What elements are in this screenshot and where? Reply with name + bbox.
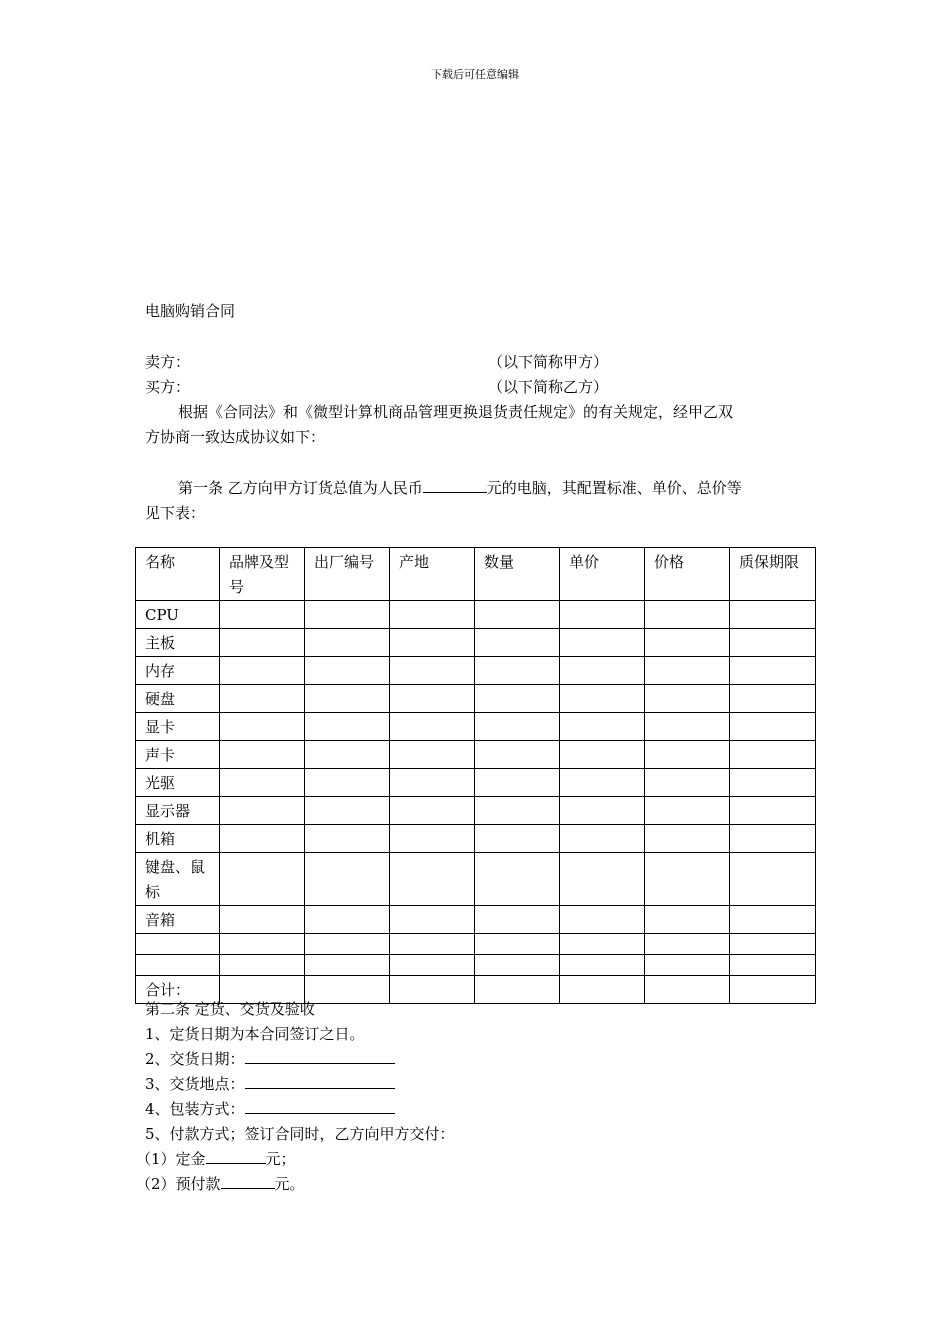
table-cell[interactable] [390, 657, 475, 685]
table-cell[interactable] [475, 976, 560, 1004]
total-value-blank[interactable] [423, 477, 487, 493]
table-row [136, 769, 816, 797]
table-cell[interactable] [390, 797, 475, 825]
table-cell[interactable] [730, 713, 816, 741]
table-cell[interactable] [475, 906, 560, 934]
table-cell[interactable] [730, 955, 816, 976]
table-cell[interactable] [560, 685, 645, 713]
table-cell[interactable] [136, 934, 220, 955]
table-cell[interactable] [475, 955, 560, 976]
table-cell[interactable] [560, 934, 645, 955]
table-cell[interactable] [475, 769, 560, 797]
table-cell[interactable] [390, 713, 475, 741]
table-cell[interactable] [305, 976, 390, 1004]
table-cell[interactable] [475, 741, 560, 769]
table-cell[interactable] [390, 825, 475, 853]
table-cell[interactable] [475, 629, 560, 657]
row-label: 主板 [136, 629, 220, 657]
table-cell[interactable] [645, 976, 730, 1004]
table-cell[interactable] [560, 797, 645, 825]
table-header: 出厂编号 [305, 548, 390, 601]
table-cell[interactable] [220, 853, 305, 906]
table-cell[interactable] [220, 906, 305, 934]
table-cell[interactable] [220, 713, 305, 741]
table-cell[interactable] [390, 906, 475, 934]
table-row [136, 741, 816, 769]
table-cell[interactable] [390, 853, 475, 906]
row-label: CPU [136, 601, 220, 629]
table-header: 价格 [645, 548, 730, 601]
total-label: 合计： [136, 976, 220, 1004]
table-cell[interactable] [390, 629, 475, 657]
row-label: 显卡 [136, 713, 220, 741]
table-row [136, 629, 816, 657]
table-cell[interactable] [730, 797, 816, 825]
delivery-place-blank[interactable] [245, 1073, 395, 1089]
table-cell[interactable] [390, 934, 475, 955]
table-cell[interactable] [645, 934, 730, 955]
table-cell[interactable] [645, 657, 730, 685]
table-cell[interactable] [220, 797, 305, 825]
table-row-empty [136, 934, 816, 955]
table-cell[interactable] [645, 685, 730, 713]
table-row [136, 685, 816, 713]
delivery-place-label: 3、交货地点： [145, 1075, 245, 1093]
spec-table [135, 547, 816, 1004]
row-label: 显示器 [136, 797, 220, 825]
article-1-line-1 [178, 477, 742, 498]
table-cell[interactable] [560, 976, 645, 1004]
table-row [136, 797, 816, 825]
table-header: 单价 [560, 548, 645, 601]
buyer-note: （以下简称乙方） [488, 378, 609, 396]
table-cell[interactable] [305, 797, 390, 825]
table-cell[interactable] [560, 853, 645, 906]
row-label: 硬盘 [136, 685, 220, 713]
table-cell[interactable] [220, 629, 305, 657]
table-cell[interactable] [560, 601, 645, 629]
table-cell[interactable] [305, 934, 390, 955]
intro-line-2: 方协商一致达成协议如下： [145, 428, 326, 446]
delivery-date-label: 2、交货日期： [145, 1050, 245, 1068]
table-cell[interactable] [645, 629, 730, 657]
seller-note: （以下简称甲方） [488, 353, 609, 371]
table-cell[interactable] [475, 713, 560, 741]
article-2-item-2 [145, 1048, 395, 1069]
table-cell[interactable] [305, 601, 390, 629]
document-title: 电脑购销合同 [145, 302, 236, 320]
table-cell[interactable] [220, 601, 305, 629]
table-cell[interactable] [645, 769, 730, 797]
table-cell[interactable] [730, 741, 816, 769]
deposit-unit: 元； [265, 1150, 296, 1168]
article-1-text-pre: 第一条 乙方向甲方订货总值为人民币 [178, 479, 423, 497]
table-cell[interactable] [730, 769, 816, 797]
seller-label: 卖方： [145, 353, 191, 371]
table-cell[interactable] [305, 769, 390, 797]
table-cell[interactable] [475, 934, 560, 955]
prepayment-label: （2）预付款 [136, 1175, 221, 1193]
table-cell[interactable] [560, 741, 645, 769]
intro-line-1: 根据《合同法》和《微型计算机商品管理更换退货责任规定》的有关规定，经甲乙双 [178, 403, 734, 421]
table-cell[interactable] [560, 713, 645, 741]
table-cell[interactable] [645, 741, 730, 769]
table-cell[interactable] [730, 853, 816, 906]
table-cell[interactable] [730, 825, 816, 853]
deposit-label: （1）定金 [136, 1150, 206, 1168]
table-cell[interactable] [560, 825, 645, 853]
table-header: 品牌及型号 [220, 548, 305, 601]
article-2-item-3 [145, 1073, 395, 1094]
row-label: 键盘、鼠标 [136, 853, 220, 906]
article-2-heading: 第二条 定货、交货及验收 [145, 1000, 315, 1018]
table-cell[interactable] [645, 853, 730, 906]
table-cell[interactable] [645, 955, 730, 976]
packaging-label: 4、包装方式： [145, 1100, 245, 1118]
table-cell[interactable] [560, 769, 645, 797]
table-header: 产地 [390, 548, 475, 601]
table-cell[interactable] [305, 955, 390, 976]
table-cell[interactable] [730, 685, 816, 713]
article-2-item-4 [145, 1098, 395, 1119]
table-cell[interactable] [305, 657, 390, 685]
row-label: 光驱 [136, 769, 220, 797]
table-cell[interactable] [730, 906, 816, 934]
prepayment-blank[interactable] [221, 1173, 275, 1189]
article-2-sub-2 [136, 1173, 305, 1194]
table-cell[interactable] [475, 685, 560, 713]
table-cell[interactable] [475, 657, 560, 685]
table-cell[interactable] [390, 685, 475, 713]
table-cell[interactable] [136, 955, 220, 976]
article-2-item-5: 5、付款方式；签订合同时，乙方向甲方交付： [145, 1125, 455, 1143]
table-cell[interactable] [730, 629, 816, 657]
delivery-date-blank[interactable] [245, 1048, 395, 1064]
table-cell[interactable] [220, 825, 305, 853]
table-cell[interactable] [645, 713, 730, 741]
article-2-item-1: 1、定货日期为本合同签订之日。 [145, 1025, 365, 1043]
prepayment-unit: 元。 [274, 1175, 305, 1193]
table-cell[interactable] [390, 976, 475, 1004]
table-cell[interactable] [645, 797, 730, 825]
table-cell[interactable] [305, 629, 390, 657]
row-label: 内存 [136, 657, 220, 685]
table-header: 名称 [136, 548, 220, 601]
table-cell[interactable] [645, 906, 730, 934]
table-cell[interactable] [475, 797, 560, 825]
table-row [136, 853, 816, 906]
table-cell[interactable] [220, 657, 305, 685]
table-cell[interactable] [645, 825, 730, 853]
row-label: 机箱 [136, 825, 220, 853]
table-cell[interactable] [305, 685, 390, 713]
table-row [136, 601, 816, 629]
table-cell[interactable] [220, 685, 305, 713]
article-1-line-2: 见下表： [145, 504, 206, 522]
table-row [136, 713, 816, 741]
table-cell[interactable] [730, 976, 816, 1004]
table-cell[interactable] [220, 955, 305, 976]
table-cell[interactable] [305, 906, 390, 934]
table-cell[interactable] [730, 934, 816, 955]
article-2-sub-1 [136, 1148, 296, 1169]
table-row [136, 657, 816, 685]
table-cell[interactable] [390, 741, 475, 769]
header-note: 下载后可任意编辑 [431, 68, 519, 81]
row-label: 声卡 [136, 741, 220, 769]
packaging-blank[interactable] [245, 1098, 395, 1114]
table-cell[interactable] [475, 853, 560, 906]
article-1-text-post: 元的电脑，其配置标准、单价、总价等 [486, 479, 742, 497]
table-header: 数量 [475, 548, 560, 601]
table-header: 质保期限 [730, 548, 816, 601]
table-cell[interactable] [390, 955, 475, 976]
table-header-row [136, 548, 816, 601]
table-cell[interactable] [390, 769, 475, 797]
table-row-empty [136, 955, 816, 976]
table-row [136, 825, 816, 853]
deposit-blank[interactable] [206, 1148, 266, 1164]
table-cell[interactable] [560, 629, 645, 657]
table-cell[interactable] [560, 657, 645, 685]
table-cell[interactable] [390, 601, 475, 629]
table-cell[interactable] [475, 601, 560, 629]
table-cell[interactable] [220, 934, 305, 955]
table-cell[interactable] [305, 713, 390, 741]
table-row [136, 906, 816, 934]
table-cell[interactable] [220, 741, 305, 769]
table-cell[interactable] [560, 955, 645, 976]
table-cell[interactable] [645, 601, 730, 629]
table-cell[interactable] [220, 769, 305, 797]
table-cell[interactable] [730, 601, 816, 629]
table-cell[interactable] [305, 853, 390, 906]
table-cell[interactable] [560, 906, 645, 934]
table-cell[interactable] [305, 741, 390, 769]
row-label: 音箱 [136, 906, 220, 934]
table-cell[interactable] [475, 825, 560, 853]
table-cell[interactable] [730, 657, 816, 685]
buyer-label: 买方： [145, 378, 191, 396]
table-cell[interactable] [305, 825, 390, 853]
